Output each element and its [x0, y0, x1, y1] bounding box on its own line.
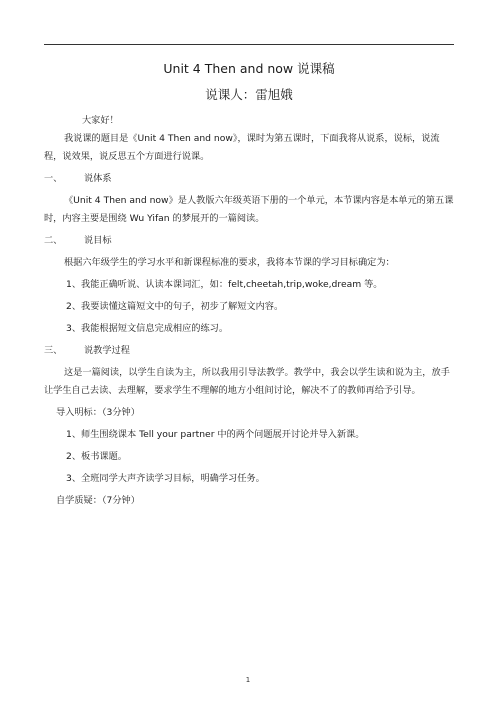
- header-rule: [44, 44, 454, 45]
- section-2-heading: [44, 232, 454, 250]
- section-2-paragraph: 根据六年级学生的学习水平和新课程标准的要求，我将本节课的学习目标确定为：: [64, 257, 395, 268]
- stage-step: 2、板书课题。: [66, 451, 127, 462]
- section-1-number: 一、: [44, 173, 63, 184]
- stage-step: 1、师生围绕课本 Tell your partner 中的两个问题展开讨论并导入新课。: [66, 429, 365, 440]
- section-3-number: 三、: [44, 345, 63, 356]
- intro-paragraph: 我说课的题目是《Unit 4 Then and now》，课时为第五课时，下面我将从说系，说标，说流程，说效果，说反思五个方面进行说课。: [44, 133, 440, 162]
- section-3-paragraph: 这是一篇阅读，以学生自读为主，所以我用引导法教学。教学中，我会以学生读和说为主，放手让学生自己去读、去理解，要求学生不理解的地方小组间讨论，解决不了的教师再给予引导。: [44, 367, 450, 396]
- goal-item: 2、我要读懂这篇短文中的句子，初步了解短文内容。: [66, 301, 284, 312]
- section-1-title: 说体系: [84, 173, 112, 184]
- section-2-title: 说目标: [84, 235, 112, 246]
- section-2-number: 二、: [44, 235, 63, 246]
- stage-1-heading: 导入明标：（3分钟）: [56, 407, 140, 418]
- greeting: 大家好！: [82, 115, 119, 126]
- doc-title: Unit 4 Then and now 说课稿: [163, 61, 335, 76]
- section-1-paragraph: 《Unit 4 Then and now》是人教版六年级英语下册的一个单元，本节课内容是本单元的第五课时，内容主要是围绕 Wu Yifan 的梦展开的一篇阅读。: [44, 195, 454, 224]
- stage-step: 3、全班同学大声齐读学习目标，明确学习任务。: [66, 473, 265, 484]
- document-page: [44, 48, 454, 510]
- doc-author: 说课人：雷旭娥: [205, 87, 293, 102]
- goal-item: 3、我能根据短文信息完成相应的练习。: [66, 323, 229, 334]
- stage-2-heading: 自学质疑：（7分钟）: [56, 495, 140, 506]
- goal-item: 1、我能正确听说、认读本课词汇，如：felt,cheetah,trip,woke,dream 等。: [66, 279, 383, 290]
- section-3-title: 说教学过程: [84, 345, 130, 356]
- section-1-heading: [44, 170, 454, 188]
- page-number: 1: [245, 676, 251, 684]
- section-3-heading: [44, 342, 454, 360]
